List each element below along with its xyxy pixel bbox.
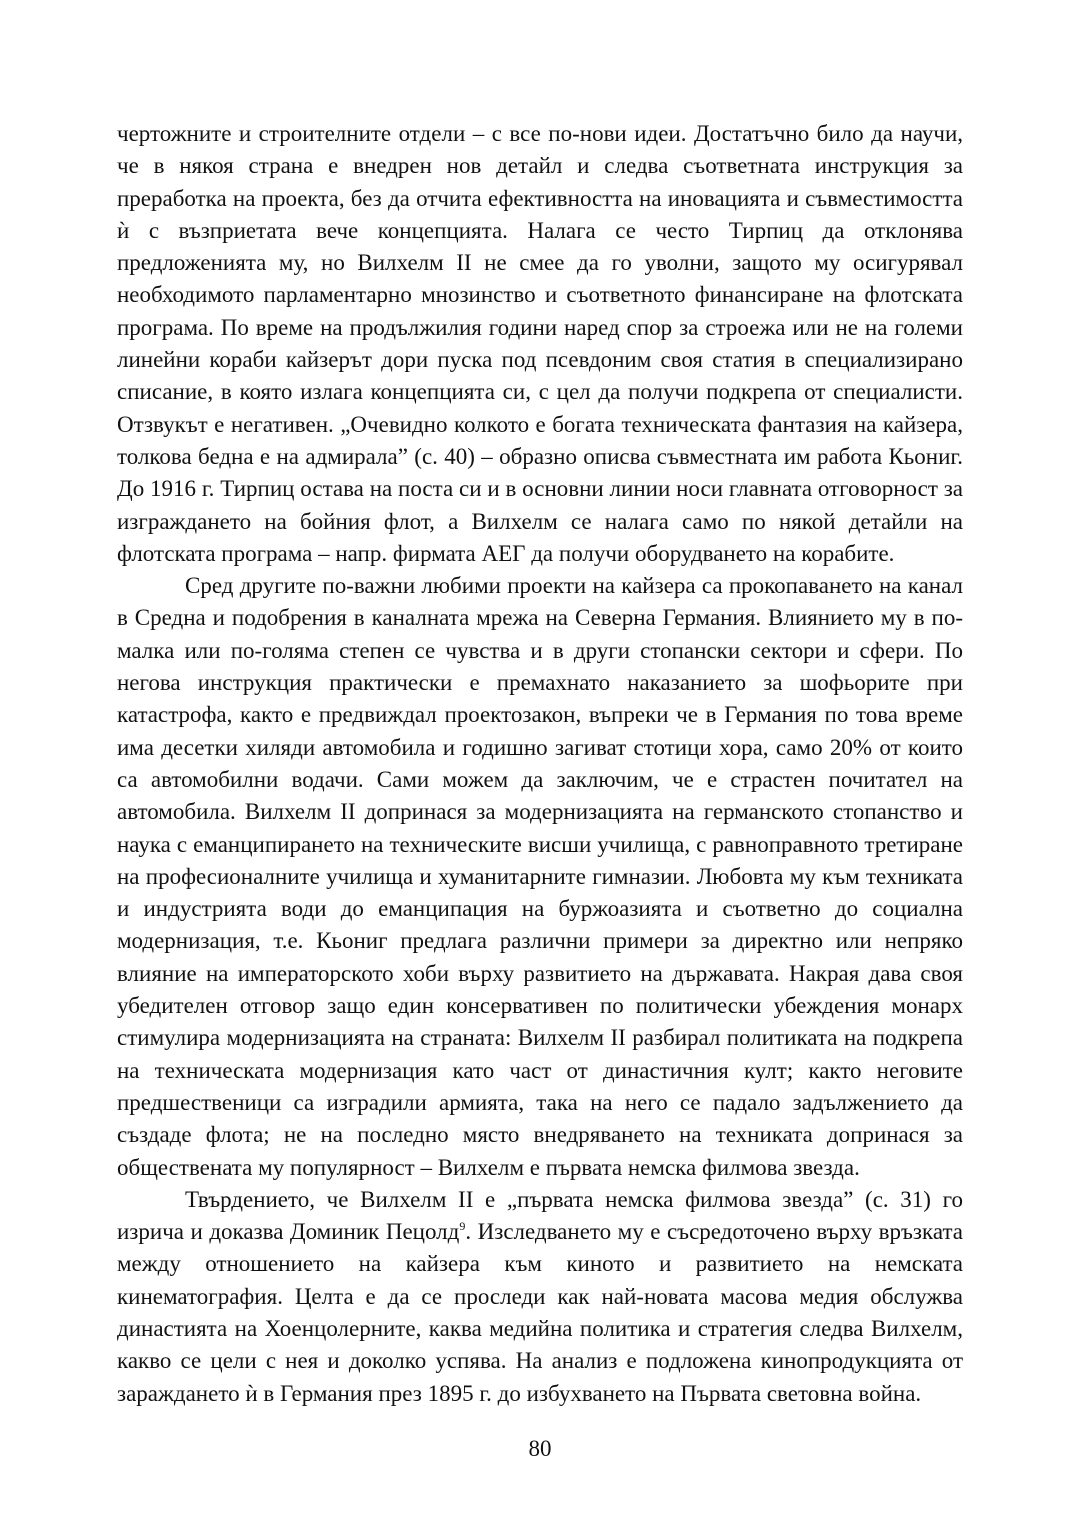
paragraph-3-text-before-footnote: Твърдението, че Вилхелм II е „първата немска филмова звезда” (с. 31) го изрича и доказва Доминик Пецолд	[117, 1186, 963, 1245]
paragraph-3	[117, 1184, 963, 1410]
body-text	[117, 118, 963, 1410]
page-number: 80	[528, 1436, 552, 1461]
paragraph-1: чертожните и строителните отдели – с все по-нови идеи. Достатъчно било да научи, че в някоя страна е внедрен нов детайл и следва съответната инструкция за преработка на проекта, без да отчита ефективността на иновацията и съвместимостта ѝ с възприетата вече концепцията. Налага се често Тирпиц да отклонява предложенията му, но Вилхелм II не смее да го уволни, защото му осигурявал необходимото парламентарно мнозинство и съответното финансиране на флотската програма. По време на продължилия години наред спор за строежа или не на големи линейни кораби кайзерът дори пуска под псевдоним своя статия в специализирано списание, в която излага концепцията си, с цел да получи подкрепа от специалисти. Отзвукът е негативен. „Очевидно колкото е богата техническата фантазия на кайзера, толкова бедна е на адмирала” (с. 40) – образно описва съвместната им работа Кьониг. До 1916 г. Тирпиц остава на поста си и в основни линии носи главната отговорност за изграждането на бойния флот, а Вилхелм се налага само по някой детайли на флотската програма – напр. фирмата АЕГ да получи оборудването на корабите.	[117, 121, 963, 566]
paragraph-3-text-after-footnote: . Изследването му е съсредоточено върху връзката между отношението на кайзера към киното и развитието на немската кинематография. Целта е да се проследи как най-новата масова медия обслужва династията на Хоенцолерните, каква медийна политика и стратегия следва Вилхелм, какво се цели с нея и доколко успява. На анализ е подложена кинопродукцията от зараждането ѝ в Германия през 1895 г. до избухването на Първата световна война.	[117, 1219, 963, 1406]
paragraph-2: Сред другите по-важни любими проекти на кайзера са прокопаването на канал в Средна и подобрения в каналната мрежа на Северна Германия. Влиянието му в по-малка или по-голяма степен се чувства и в други стопански сектори и сфери. По негова инструкция практически е премахнато наказанието за шофьорите при катастрофа, както е предвиждал проектозакон, въпреки че в Германия по това време има десетки хиляди автомобила и годишно загиват стотици хора, само 20% от които са автомобилни водачи. Сами можем да заключим, че е страстен почитател на автомобила. Вилхелм II допринася за модернизацията на германското стопанство и наука с еманципирането на техническите висши училища, с равноправното третиране на професионалните училища и хуманитарните гимназии. Любовта му към техниката и индустрията води до еманципация на буржоазията и съответно до социална модернизация, т.е. Кьониг предлага различни примери за директно или непряко влияние на императорското хоби върху развитието на държавата. Накрая дава своя убедителен отговор защо един консервативен по политически убеждения монарх стимулира модернизацията на страната: Вилхелм II разбирал политиката на подкрепа на техническата модернизация като част от династичния култ; както неговите предшественици са изградили армията, така на него се падало задължението да създаде флота; не на последно място внедряването на техниката допринася за обществената му популярност – Вилхелм е първата немска филмова звезда.	[117, 573, 963, 1180]
footnote-marker[interactable]: 9	[459, 1219, 466, 1234]
